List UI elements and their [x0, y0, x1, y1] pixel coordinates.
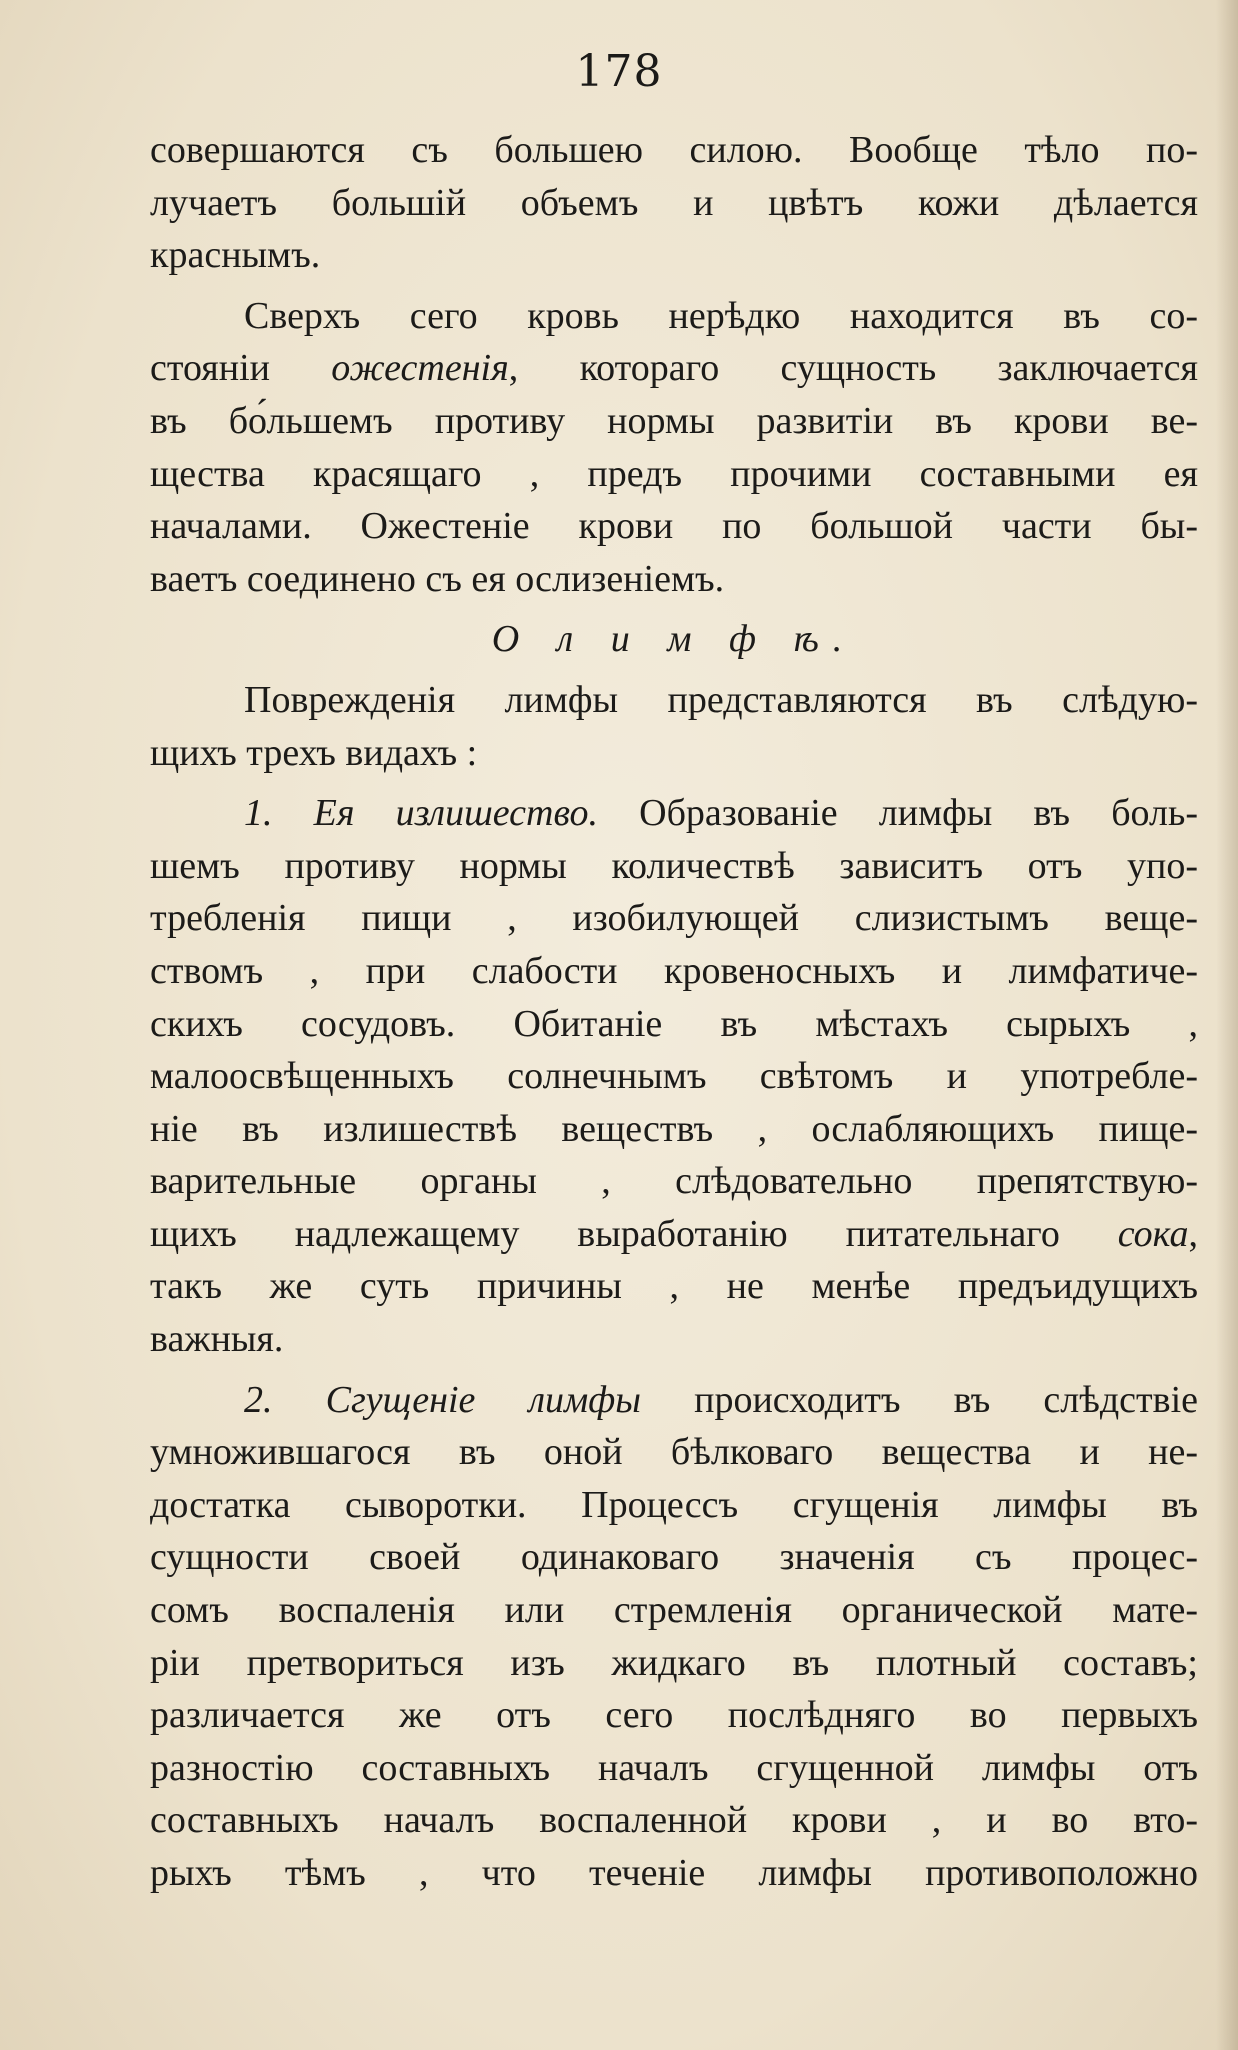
text-line: Поврежденія лимфы представляются въ слѣдую- [244, 678, 1198, 721]
text-line: лучаетъ большій объемъ и цвѣтъ кожи дѣлается [150, 181, 1198, 224]
text-line: рыхъ тѣмъ , что теченіе лимфы противоположно [150, 1852, 1198, 1894]
text-line: различается же отъ сего послѣдняго во первыхъ [150, 1694, 1198, 1737]
text-line: варительные органы , слѣдовательно препятствую- [150, 1160, 1198, 1203]
text-line: ріи претвориться изъ жидкаго въ плотный составъ; [150, 1641, 1198, 1684]
text-line: такъ же суть причины , не менѣе предъидущихъ [150, 1265, 1198, 1308]
text-line: требленія пищи , изобилующей слизистымъ веще- [150, 897, 1198, 940]
list-number: 1. [244, 792, 273, 835]
italic-term: Ея излишество. [313, 792, 598, 835]
text-line: совершаются съ большею силою. Вообще тѣло по- [150, 129, 1198, 171]
italic-term: Сгущеніе лимфы [325, 1378, 642, 1421]
text-line: Сверхъ сего кровь нерѣдко находится въ со- [244, 294, 1198, 337]
text-line: щихъ надлежащему выработанію питательнаго сока, [150, 1212, 1198, 1255]
text-line: краснымъ. [150, 234, 321, 277]
text-line: ваетъ соединено съ ея ослизеніемъ. [150, 557, 725, 600]
italic-term: сока [1117, 1212, 1189, 1255]
text-line: достатка сыворотки. Процессъ сгущенія лимфы въ [150, 1483, 1198, 1526]
text-line: щества красящаго , предъ прочими составными ея [150, 452, 1198, 495]
italic-term: ожестенія [331, 347, 509, 390]
page-number: 178 [575, 46, 663, 97]
text-line: началами. Ожестеніе крови по большой части бы- [150, 505, 1198, 548]
text-line: шемъ противу нормы количествѣ зависитъ отъ упо- [150, 844, 1198, 887]
body-text [150, 124, 1198, 1900]
text-line: важныя. [150, 1318, 284, 1361]
list-number: 2. [244, 1378, 273, 1421]
text-line: въ бо́льшемъ противу нормы развитіи въ крови ве- [150, 399, 1198, 442]
text-line: сомъ воспаленія или стремленія органической мате- [150, 1589, 1198, 1632]
page-edge-shadow [1216, 0, 1238, 2050]
text-line: умножившагося въ оной бѣлковаго вещества и не- [150, 1431, 1198, 1474]
text-line: малоосвѣщенныхъ солнечнымъ свѣтомъ и употребле- [150, 1055, 1198, 1098]
text-line: 1. Ея излишество. Образованіе лимфы въ боль- [244, 792, 1199, 835]
text-line: ніе въ излишествѣ веществъ , ослабляющихъ пище- [150, 1107, 1198, 1150]
text-line: разностію составныхъ началъ сгущенной лимфы отъ [150, 1746, 1198, 1789]
text-line: 2. Сгущеніе лимфы происходитъ въ слѣдствіе [244, 1378, 1199, 1421]
text-line: стояніи ожестенія, котораго сущность заключается [150, 347, 1199, 390]
text-line: ствомъ , при слабости кровеносныхъ и лимфатиче- [150, 949, 1198, 992]
text-line: щихъ трехъ видахъ : [150, 731, 478, 774]
section-heading: О л и м ф ѣ. [491, 618, 857, 661]
text-line: составныхъ началъ воспаленной крови , и во вто- [150, 1799, 1198, 1842]
text-line: сущности своей одинаковаго значенія съ процес- [150, 1536, 1198, 1579]
text-line: скихъ сосудовъ. Обитаніе въ мѣстахъ сырыхъ , [150, 1002, 1198, 1045]
